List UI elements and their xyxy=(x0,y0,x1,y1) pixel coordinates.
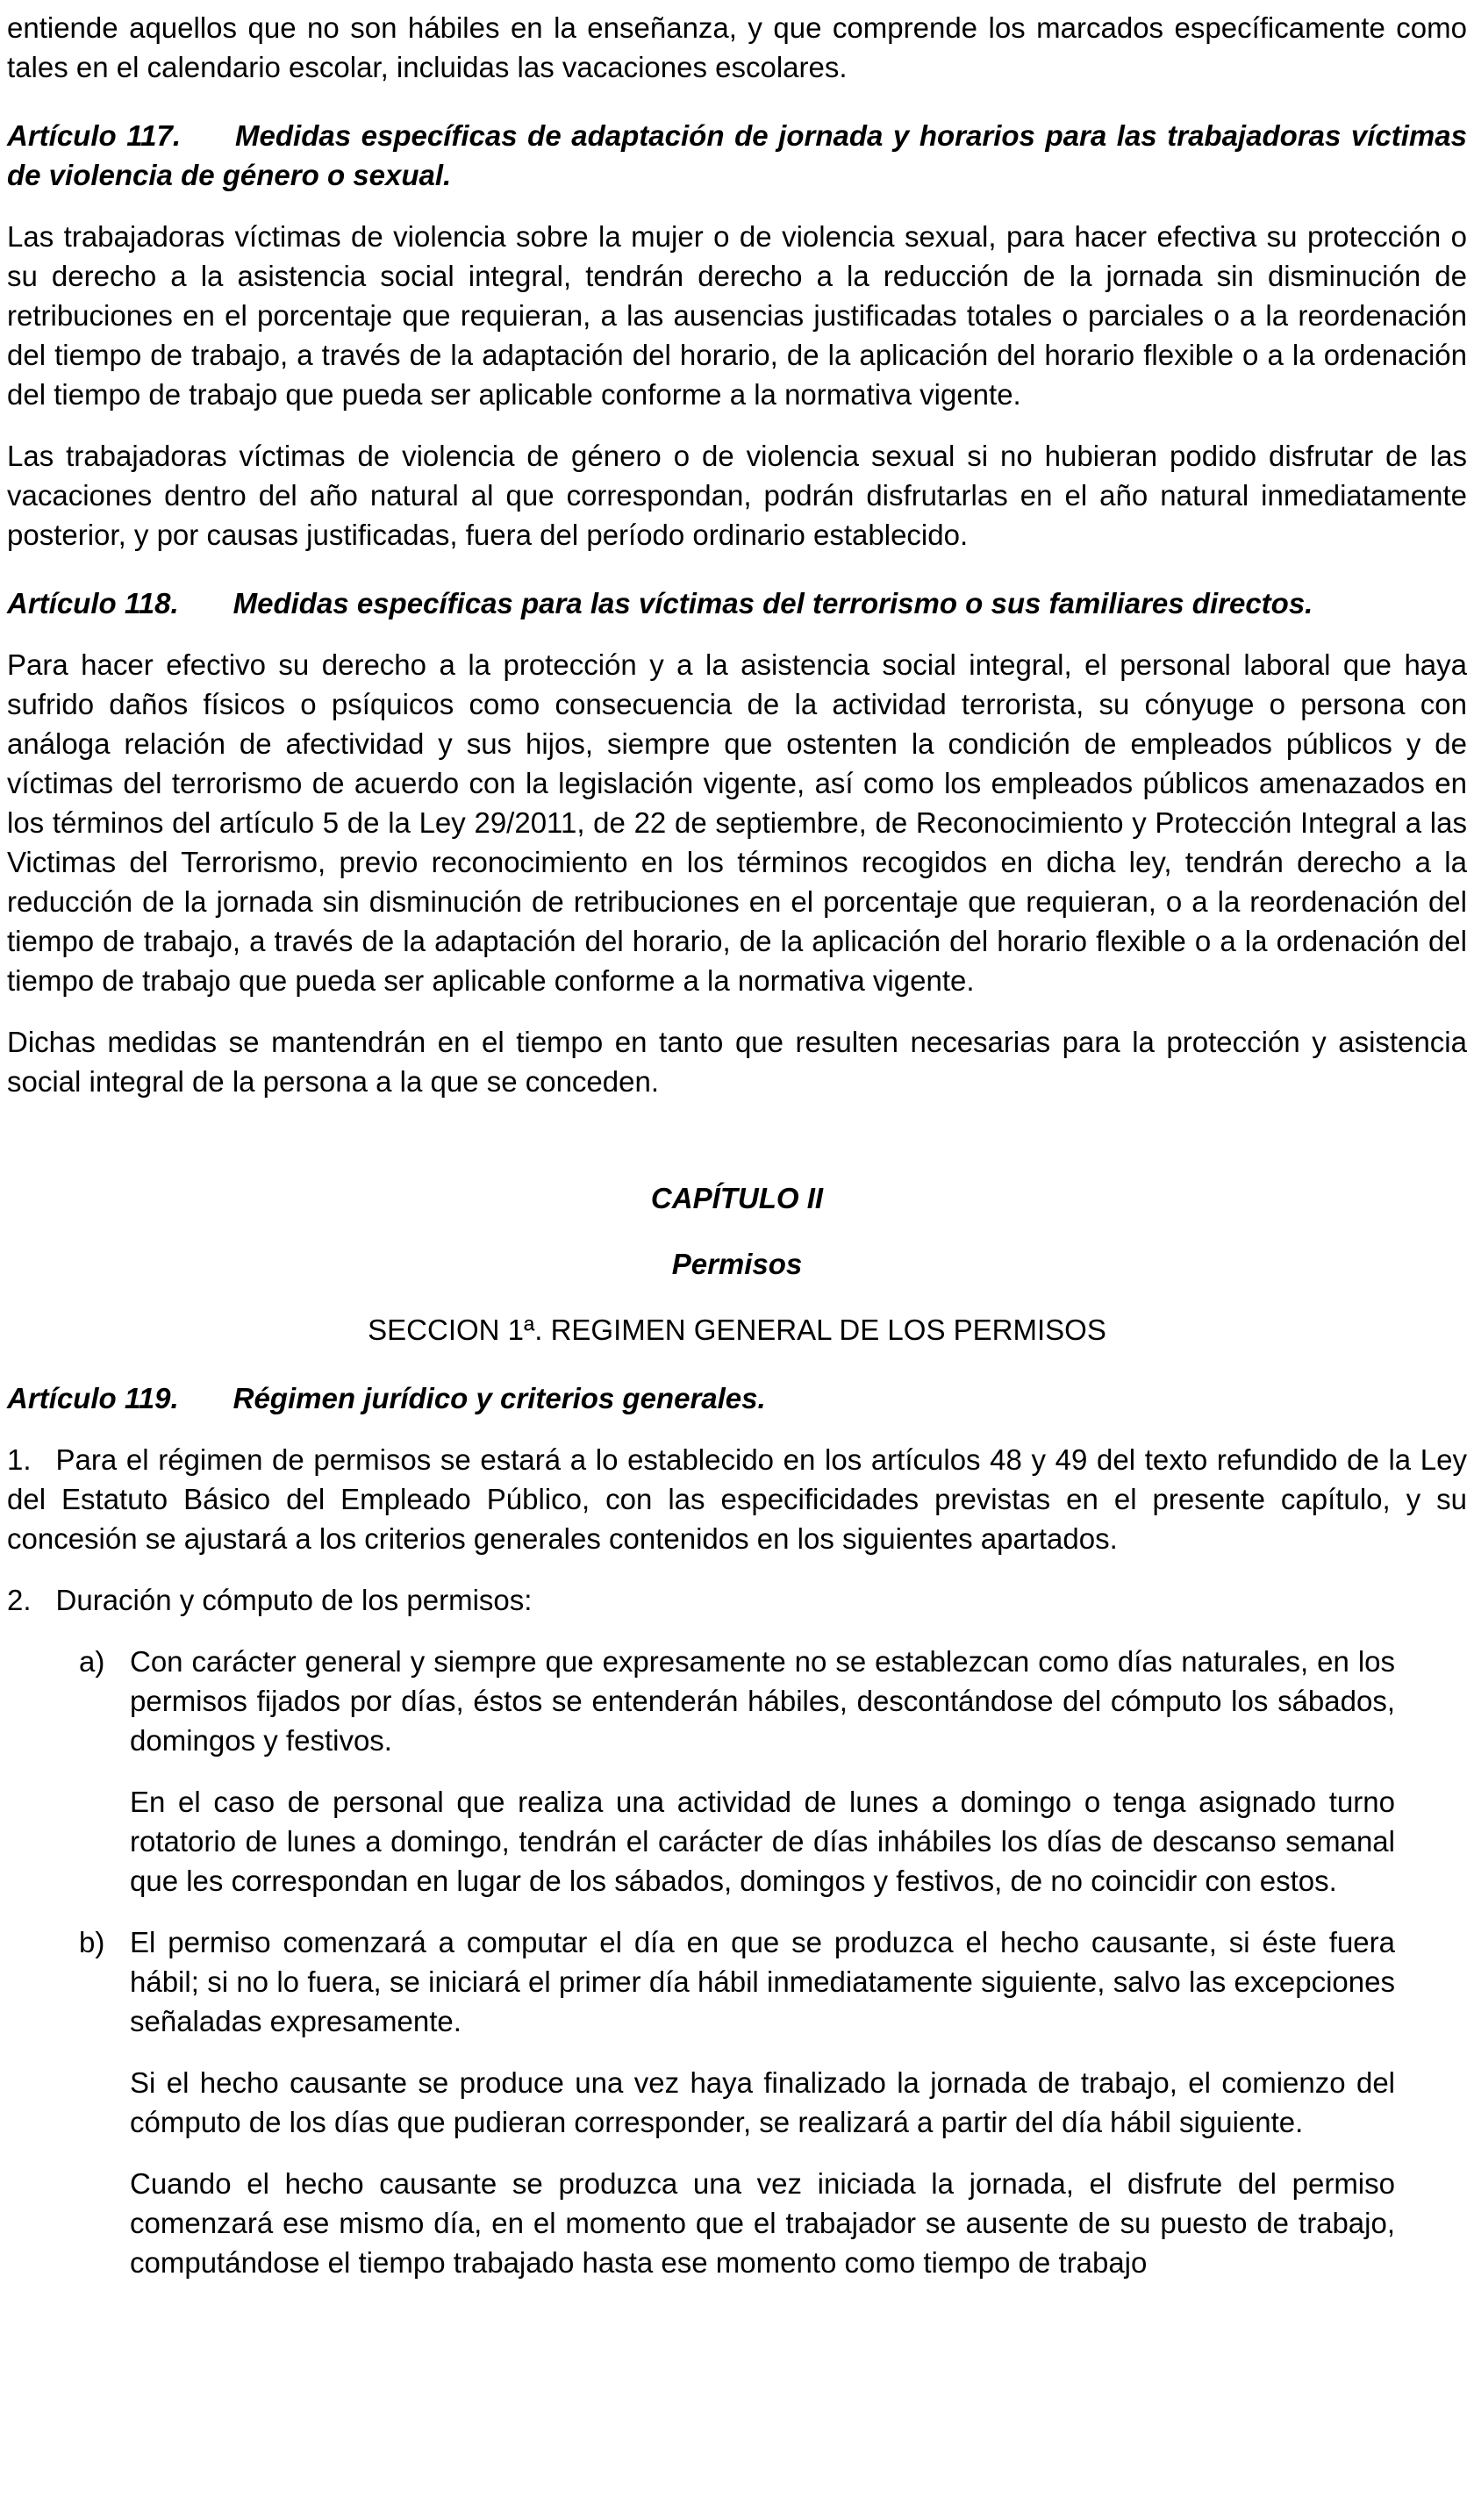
chapter-2-subtitle: Permisos xyxy=(671,1248,803,1280)
article-119-number: Artículo 119. xyxy=(7,1382,179,1414)
item-b-subparagraph-1: Si el hecho causante se produce una vez haya finalizado la jornada de trabajo, el comienzo del cómputo de los días que pudieran corresponder, se realizará a partir del día hábil siguiente. xyxy=(130,2066,1395,2138)
item-b-text: El permiso comenzará a computar el día en que se produzca el hecho causante, si éste fuera hábil; si no lo fuera, se iniciará el primer día hábil inmediatamente siguiente, salvo las excepciones señaladas expresamente. xyxy=(130,1926,1395,2037)
article-119-heading xyxy=(7,1378,1467,1418)
article-117-number: Artículo 117. xyxy=(7,119,182,152)
article-117-title: Medidas específicas de adaptación de jornada y horarios para las trabajadoras víctimas de violencia de género o sexual. xyxy=(7,119,1467,191)
lettered-item-b xyxy=(79,1922,1395,2041)
item-b-marker: b) xyxy=(79,1926,105,1958)
article-117-heading xyxy=(7,116,1467,195)
article-117-paragraph-1: Las trabajadoras víctimas de violencia sobre la mujer o de violencia sexual, para hacer efectiva su protección o su derecho a la asistencia social integral, tendrán derecho a la reducción de la jornada sin disminución de retribuciones en el porcentaje que requieran, a las ausencias justificadas totales o parciales o a la reordenación del tiempo de trabajo, a través de la adaptación del horario, de la aplicación del horario flexible o a la ordenación del tiempo de trabajo que pueda ser aplicable conforme a la normativa vigente. xyxy=(7,220,1467,411)
item-1-number: 1. xyxy=(7,1443,32,1476)
item-1-text: Para el régimen de permisos se estará a lo establecido en los artículos 48 y 49 del texto refundido de la Ley del Estatuto Básico del Empleado Público, con las especificidades previstas en el presente capítulo, y su concesión se ajustará a los criterios generales contenidos en los siguientes apartados. xyxy=(7,1443,1467,1555)
article-118-paragraph-2: Dichas medidas se mantendrán en el tiempo en tanto que resulten necesarias para la protección y asistencia social integral de la persona a la que se conceden. xyxy=(7,1026,1467,1098)
article-118-paragraph-1: Para hacer efectivo su derecho a la protección y a la asistencia social integral, el personal laboral que haya sufrido daños físicos o psíquicos como consecuencia de la actividad terrorista, su cónyuge o persona con análoga relación de afectividad y sus hijos, siempre que ostenten la condición de empleados públicos y de víctimas del terrorismo de acuerdo con la legislación vigente, así como los empleados públicos amenazados en los términos del artículo 5 de la Ley 29/2011, de 22 de septiembre, de Reconocimiento y Protección Integral a las Victimas del Terrorismo, previo reconocimiento en los términos recogidos en dicha ley, tendrán derecho a la reducción de la jornada sin disminución de retribuciones en el porcentaje que requieran, o a la reordenación del tiempo de trabajo, a través de la adaptación del horario, de la aplicación del horario flexible o a la ordenación del tiempo de trabajo que pueda ser aplicable conforme a la normativa vigente. xyxy=(7,648,1467,997)
article-118-number: Artículo 118. xyxy=(7,587,179,619)
numbered-item-1 xyxy=(7,1440,1467,1558)
item-2-number: 2. xyxy=(7,1584,32,1616)
numbered-item-2 xyxy=(7,1580,1467,1620)
article-118-heading xyxy=(7,583,1467,623)
intro-paragraph: entiende aquellos que no son hábiles en la enseñanza, y que comprende los marcados específicamente como tales en el calendario escolar, incluidas las vacaciones escolares. xyxy=(7,11,1467,83)
item-a-marker: a) xyxy=(79,1645,105,1678)
lettered-item-a xyxy=(79,1642,1395,1760)
article-118-title: Medidas específicas para las víctimas del terrorismo o sus familiares directos. xyxy=(233,587,1313,619)
article-119-title: Régimen jurídico y criterios generales. xyxy=(233,1382,766,1414)
section-1-title: SECCION 1ª. REGIMEN GENERAL DE LOS PERMISOS xyxy=(368,1314,1106,1346)
article-117-paragraph-2: Las trabajadoras víctimas de violencia de género o de violencia sexual si no hubieran podido disfrutar de las vacaciones dentro del año natural al que correspondan, podrán disfrutarlas en el año natural inmediatamente posterior, y por causas justificadas, fuera del período ordinario establecido. xyxy=(7,440,1467,551)
item-2-text: Duración y cómputo de los permisos: xyxy=(55,1584,533,1616)
item-a-subparagraph: En el caso de personal que realiza una actividad de lunes a domingo o tenga asignado turno rotatorio de lunes a domingo, tendrán el carácter de días inhábiles los días de descanso semanal que les correspondan en lugar de los sábados, domingos y festivos, de no coincidir con estos. xyxy=(130,1786,1395,1897)
item-a-text: Con carácter general y siempre que expresamente no se establezcan como días naturales, en los permisos fijados por días, éstos se entenderán hábiles, descontándose del cómputo los sábados, domingos y festivos. xyxy=(130,1645,1395,1757)
chapter-2-title: CAPÍTULO II xyxy=(650,1182,824,1214)
item-b-subparagraph-2: Cuando el hecho causante se produzca una vez iniciada la jornada, el disfrute del permiso comenzará ese mismo día, en el momento que el trabajador se ausente de su puesto de trabajo, computándose el tiempo trabajado hasta ese momento como tiempo de trabajo xyxy=(130,2167,1395,2279)
